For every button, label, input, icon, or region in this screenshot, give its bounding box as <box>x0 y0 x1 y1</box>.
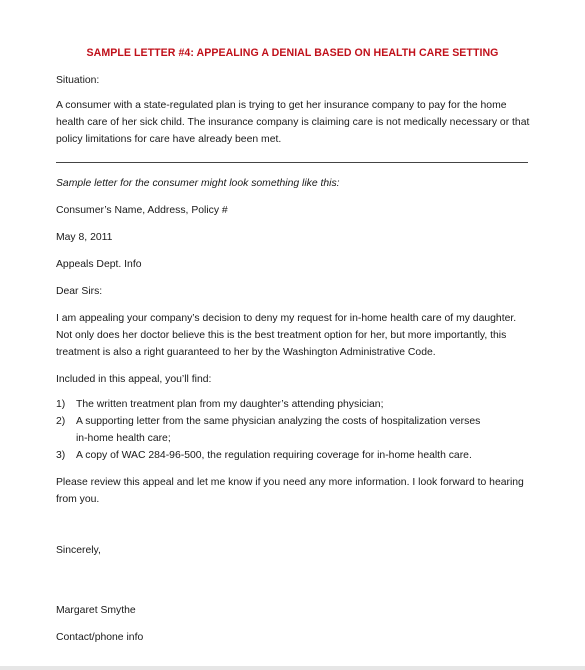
closing-line: Please review this appeal and let me know if you need any more information. I look forward to hearing <box>56 477 524 488</box>
situation-line: health care of her sick child. The insurance company is claiming care is not medically necessary or that <box>56 117 530 128</box>
situation-line: A consumer with a state-regulated plan is trying to get her insurance company to pay for the home <box>56 100 507 111</box>
situation-heading: Situation: <box>56 75 100 86</box>
sample-intro: Sample letter for the consumer might look something like this: <box>56 178 340 189</box>
letter-title: SAMPLE LETTER #4: APPEALING A DENIAL BASED ON HEALTH CARE SETTING <box>86 47 499 59</box>
body-line: I am appealing your company’s decision to deny my request for in-home health care of my daughter. <box>56 313 517 324</box>
sender-info: Consumer’s Name, Address, Policy # <box>56 205 228 216</box>
body-line: treatment is also a right guaranteed to her by the Washington Administrative Code. <box>56 347 436 358</box>
list-item <box>56 447 536 464</box>
page-edge <box>0 666 585 670</box>
list-item <box>56 396 536 413</box>
situation-line: policy limitations for care have already been met. <box>56 134 282 145</box>
list-item-number: 3) <box>56 450 66 461</box>
contact-info: Contact/phone info <box>56 632 144 643</box>
closing-paragraph <box>56 474 536 508</box>
section-divider <box>56 162 528 163</box>
included-list <box>56 396 536 464</box>
signer-name: Margaret Smythe <box>56 605 136 616</box>
list-item-text: A supporting letter from the same physician analyzing the costs of hospitalization verses <box>76 416 481 427</box>
list-item <box>56 413 536 447</box>
salutation: Dear Sirs: <box>56 286 103 297</box>
body-line: Not only does her doctor believe this is the best treatment option for her, but more importantly, this <box>56 330 507 341</box>
closing-line: from you. <box>56 494 100 505</box>
body-paragraph <box>56 310 536 361</box>
included-heading: Included in this appeal, you’ll find: <box>56 374 212 385</box>
list-item-number: 1) <box>56 399 66 410</box>
letter-date: May 8, 2011 <box>56 232 113 243</box>
recipient-info: Appeals Dept. Info <box>56 259 142 270</box>
signoff: Sincerely, <box>56 545 101 556</box>
list-item-number: 2) <box>56 416 66 427</box>
list-item-text: in-home health care; <box>76 433 171 444</box>
list-item-text: A copy of WAC 284-96-500, the regulation requiring coverage for in-home health care. <box>76 450 472 461</box>
letter-content <box>56 72 536 646</box>
situation-paragraph <box>56 97 536 148</box>
list-item-text: The written treatment plan from my daughter’s attending physician; <box>76 399 384 410</box>
